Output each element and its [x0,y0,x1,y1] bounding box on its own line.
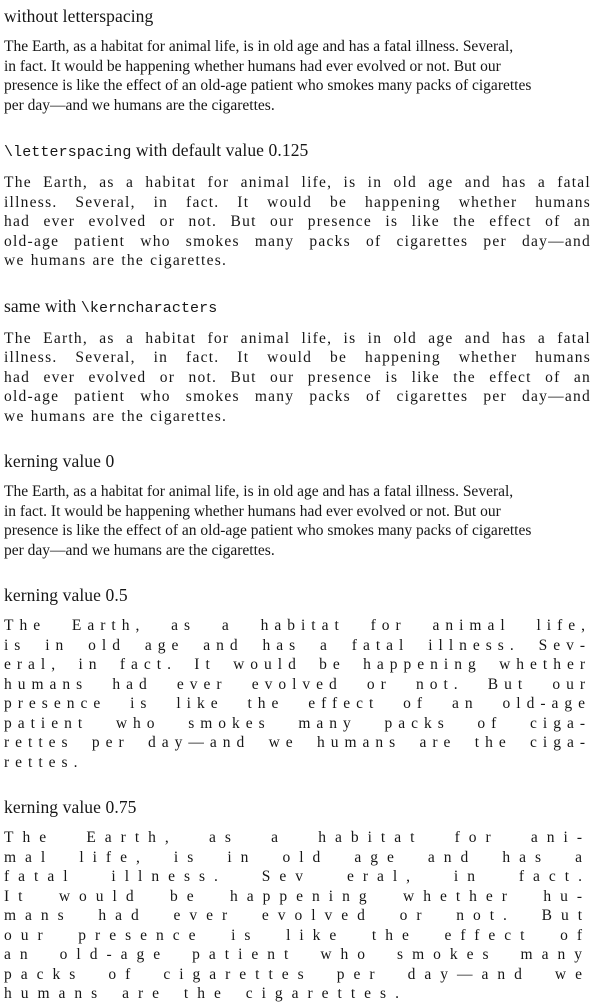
text-line: in fact. It would be happening whether humans had ever evolved or not. But our [4,57,501,75]
text-line: rettes per day—and we humans are the ciga- [4,734,591,751]
text-line: rettes. [4,753,84,771]
text-line: we humans are the cigarettes. [4,407,228,425]
section-kerning-value-0-75 [4,797,591,1004]
sample-paragraph [4,173,591,271]
text-line: old-age patient who smokes many packs of cigarettes per day—and [4,232,591,250]
heading-text: kerning value 0.5 [4,585,128,605]
text-line: humans had ever evolved or not. But our [4,675,591,693]
section-heading [4,797,591,818]
sample-paragraph [4,482,591,560]
text-line: fatal illness. Sev eral, in fact. [4,868,591,885]
text-line: illness. Several, in fact. It would be happening whether humans [4,193,591,211]
text-line: per day—and we humans are the cigarettes. [4,541,275,559]
section-kerning-value-0-5 [4,585,591,772]
text-line: we humans are the cigarettes. [4,252,228,269]
heading-text: same with [4,295,81,316]
text-line: our presence is like the effect of [4,926,591,944]
text-line: The Earth, as a habitat for animal life, is in old age and has a fatal [4,174,591,191]
sample-paragraph [4,37,591,115]
heading-text: kerning value 0.75 [4,797,137,817]
text-line: eral, in fact. It would be happening whether [4,656,591,673]
heading-text: kerning value 0 [4,451,115,471]
section-heading [4,296,591,319]
text-line: humans are the cigarettes. [4,985,408,1002]
text-line: an old-age patient who smokes many [4,946,591,963]
text-line: presence is like the effect of an old-age [4,695,591,712]
text-line: The Earth, as a habitat for ani- [4,829,591,846]
text-line: had ever evolved or not. But our presence is like the effect of an [4,213,591,230]
text-line: presence is like the effect of an old-age patient who smokes many packs of cigarettes [4,77,532,94]
section-heading [4,6,591,27]
text-line: packs of cigarettes per day—and we [4,965,591,983]
section-heading [4,451,591,472]
section-heading [4,140,591,163]
macro-code: \letterspacing [4,144,132,161]
section-kerning-value-0 [4,451,591,560]
text-line: The Earth, as a habitat for animal life, is in old age and has a fatal illness. Several, [4,38,514,55]
text-line: It would be happening whether hu- [4,887,591,905]
text-line: mal life, is in old age and has a [4,848,591,866]
heading-text: with default value 0.125 [131,140,309,160]
text-line: in fact. It would be happening whether humans had ever evolved or not. But our [4,502,501,520]
text-line: The Earth, as a habitat for animal life, is in old age and has a fatal [4,329,591,347]
text-line: mans had ever evolved or not. But [4,907,591,924]
section-without-letterspacing [4,6,591,115]
text-line: illness. Several, in fact. It would be happening whether humans [4,349,591,366]
text-line: is in old age and has a fatal illness. Sev- [4,636,591,654]
text-line: The Earth, as a habitat for animal life, is in old age and has a fatal illness. Several, [4,483,514,500]
text-line: old-age patient who smokes many packs of cigarettes per day—and [4,388,591,405]
section-heading [4,585,591,606]
sample-paragraph [4,616,591,772]
section-letterspacing-default [4,140,591,271]
heading-text: without letterspacing [4,6,154,26]
text-line: The Earth, as a habitat for animal life, [4,617,591,634]
text-line: had ever evolved or not. But our presence is like the effect of an [4,368,591,386]
sample-paragraph [4,828,591,1004]
macro-code: \kerncharacters [80,299,218,317]
text-line: patient who smokes many packs of ciga- [4,714,591,732]
sample-paragraph [4,329,591,427]
text-line: presence is like the effect of an old-age patient who smokes many packs of cigarettes [4,522,532,539]
section-kerncharacters [4,296,591,427]
text-line: per day—and we humans are the cigarettes. [4,96,275,114]
